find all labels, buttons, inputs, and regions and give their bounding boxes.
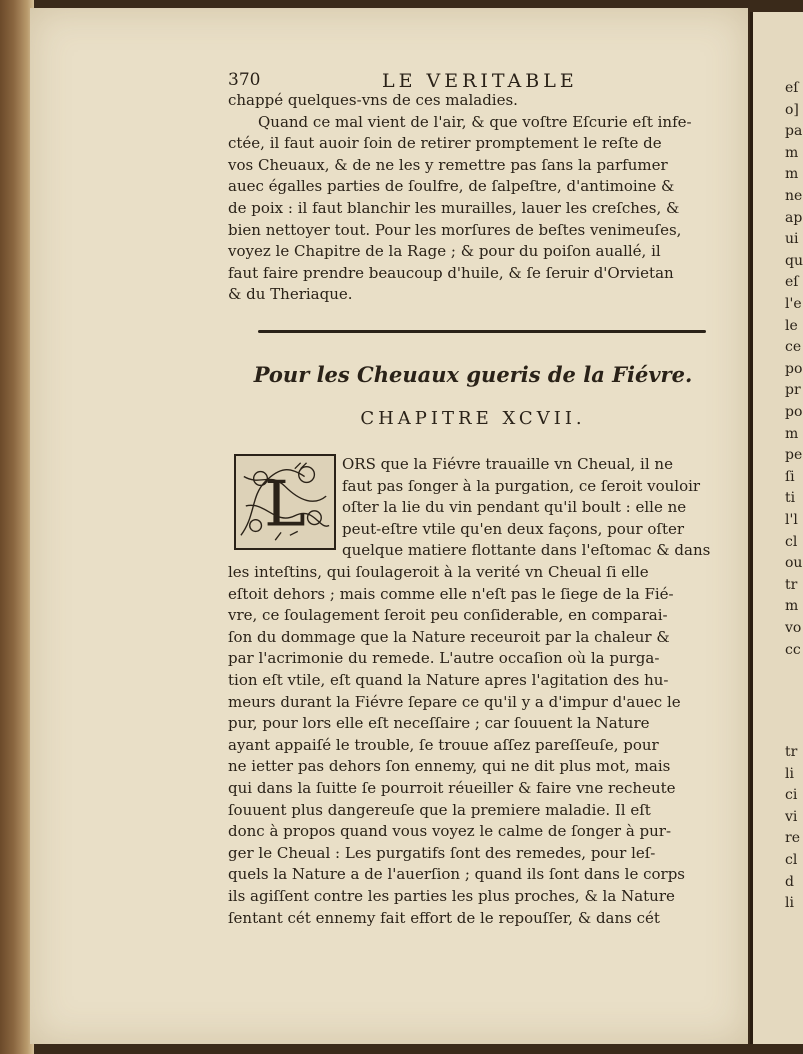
- facing-page-fragment: le: [785, 317, 798, 334]
- text-line: quels la Nature a de l'auerſion ; quand ils ſont dans le corps: [228, 865, 685, 884]
- facing-page-fragment: cc: [785, 641, 801, 658]
- facing-page-fragment: cl: [785, 533, 798, 550]
- floral-initial-ornament: [236, 456, 334, 548]
- text-line: chappé quelques-vns de ces maladies.: [228, 91, 518, 109]
- facing-page-fragment: pe: [785, 447, 803, 464]
- text-line: tion eſt vtile, eſt quand la Nature apres l'agitation des hu-: [228, 670, 669, 689]
- facing-page-fragment: ui: [785, 231, 799, 248]
- book-page: [30, 8, 748, 1044]
- text-line: ſouuent plus dangereuſe que la premiere maladie. Il eſt: [228, 800, 651, 819]
- section-title: Pour les Cheuaux gueris de la Fiévre.: [253, 362, 693, 387]
- facing-page-fragment: eſ: [785, 274, 799, 291]
- book-binding: [0, 0, 34, 1054]
- facing-page-fragment: vi: [785, 808, 798, 825]
- facing-page-fragment: ou: [785, 555, 803, 572]
- facing-page-fragment: tr: [785, 744, 798, 760]
- decorated-initial: [234, 454, 336, 550]
- text-line: donc à propos quand vous voyez le calme de ſonger à pur-: [228, 822, 672, 841]
- facing-page-fragment: cl: [785, 852, 798, 868]
- text-line: ſentant cét ennemy fait effort de le repouſſer, & dans cét: [228, 908, 660, 927]
- facing-page-fragment: pa: [785, 123, 803, 140]
- text-line: ne ietter pas dehors ſon ennemy, qui ne dit plus mot, mais: [228, 757, 671, 776]
- facing-page-fragment: o]: [785, 101, 799, 118]
- text-line: vre, ce ſoulagement ſeroit peu conſiderable, en comparai-: [228, 606, 668, 625]
- facing-page-fragment: po: [785, 360, 803, 377]
- text-line: vos Cheuaux, & de ne les y remettre pas ſans la parfumer: [228, 155, 668, 174]
- facing-page-fragment: ne: [785, 188, 803, 204]
- text-line: faut pas ſonger à la purgation, ce ſeroit vouloir: [342, 476, 701, 495]
- facing-page-fragment: ce: [785, 339, 802, 356]
- text-line: & du Theriaque.: [228, 285, 353, 304]
- dropcap-paragraph-lines: [342, 454, 718, 562]
- text-line: auec égalles parties de ſoulfre, de ſalpeſtre, d'antimoine &: [228, 177, 675, 196]
- top-paragraph: [228, 90, 718, 306]
- facing-page-fragment: li: [785, 765, 794, 782]
- text-line: ctée, il faut auoir ſoin de retirer promptement le reſte de: [228, 134, 662, 153]
- facing-page-edge: [750, 12, 803, 1044]
- text-line: de poix : il faut blanchir les murailles, lauer les creſches, &: [228, 198, 680, 217]
- chapter-heading: CHAPITRE XCVII.: [360, 408, 586, 429]
- text-line: les inteſtins, qui ſoulageroit à la verité vn Cheual ſi elle: [228, 563, 649, 581]
- facing-page-fragment: qu: [785, 252, 803, 269]
- facing-page-fragment: li: [785, 895, 794, 912]
- text-line: par l'acrimonie du remede. L'autre occaſion où la purga-: [228, 649, 660, 668]
- facing-page-fragment: l'e: [785, 296, 802, 312]
- facing-page-fragment: m: [785, 144, 799, 161]
- facing-page-fragment: l'l: [785, 512, 798, 528]
- page-number: 370: [228, 70, 261, 90]
- text-line: Quand ce mal vient de l'air, & que voſtre Eſcurie eſt infe-: [258, 112, 692, 131]
- text-line: ayant appaiſé le trouble, ſe trouue aſſez pareſſeuſe, pour: [228, 735, 659, 754]
- facing-page-fragment: m: [785, 166, 799, 183]
- chapter-body: [228, 562, 718, 929]
- section-divider: [258, 330, 706, 333]
- facing-page-fragment: po: [785, 404, 803, 420]
- text-line: peut-eſtre vtile qu'en deux façons, pour oſter: [342, 519, 685, 538]
- running-title: LE VERITABLE: [382, 70, 578, 92]
- facing-page-fragment: ci: [785, 787, 798, 804]
- text-line: voyez le Chapitre de la Rage ; & pour du poiſon auallé, il: [228, 242, 661, 261]
- facing-page-fragment: eſ: [785, 80, 799, 96]
- facing-page-fragment: m: [785, 598, 799, 615]
- text-line: ORS que la Fiévre trauaille vn Cheual, il ne: [342, 455, 673, 473]
- text-line: ſon du dommage que la Nature receuroit par la chaleur &: [228, 627, 670, 646]
- text-line: ils agiſſent contre les parties les plus proches, & la Nature: [228, 886, 675, 905]
- text-line: meurs durant la Fiévre ſepare ce qu'il y a d'impur d'auec le: [228, 692, 681, 711]
- facing-page-fragment: vo: [785, 620, 802, 636]
- facing-page-fragment: ti: [785, 490, 796, 507]
- facing-page-fragment: re: [785, 830, 800, 847]
- text-line: faut faire prendre beaucoup d'huile, & ſe ſeruir d'Orvietan: [228, 263, 674, 282]
- text-line: oſter la lie du vin pendant qu'il boult : elle ne: [342, 498, 687, 517]
- facing-page-fragment: d: [785, 873, 794, 890]
- text-line: pur, pour lors elle eſt neceſſaire ; car ſouuent la Nature: [228, 714, 650, 733]
- facing-page-fragment: ap: [785, 209, 803, 226]
- text-line: bien nettoyer tout. Pour les morſures de beſtes venimeuſes,: [228, 220, 682, 239]
- facing-page-fragment: ſi: [785, 468, 795, 485]
- facing-page-fragment: pr: [785, 382, 801, 399]
- text-line: quelque matiere flottante dans l'eſtomac & dans: [342, 541, 711, 560]
- dropcap-letter: L: [264, 467, 306, 541]
- facing-page-fragment: m: [785, 425, 799, 442]
- facing-page-fragment: tr: [785, 576, 798, 593]
- text-line: ger le Cheual : Les purgatifs ſont des remedes, pour leſ-: [228, 843, 656, 862]
- text-line: eſtoit dehors ; mais comme elle n'eſt pas le ſiege de la Fié-: [228, 584, 674, 603]
- text-line: qui dans la ſuitte ſe pourroit réueiller & faire vne recheute: [228, 778, 676, 797]
